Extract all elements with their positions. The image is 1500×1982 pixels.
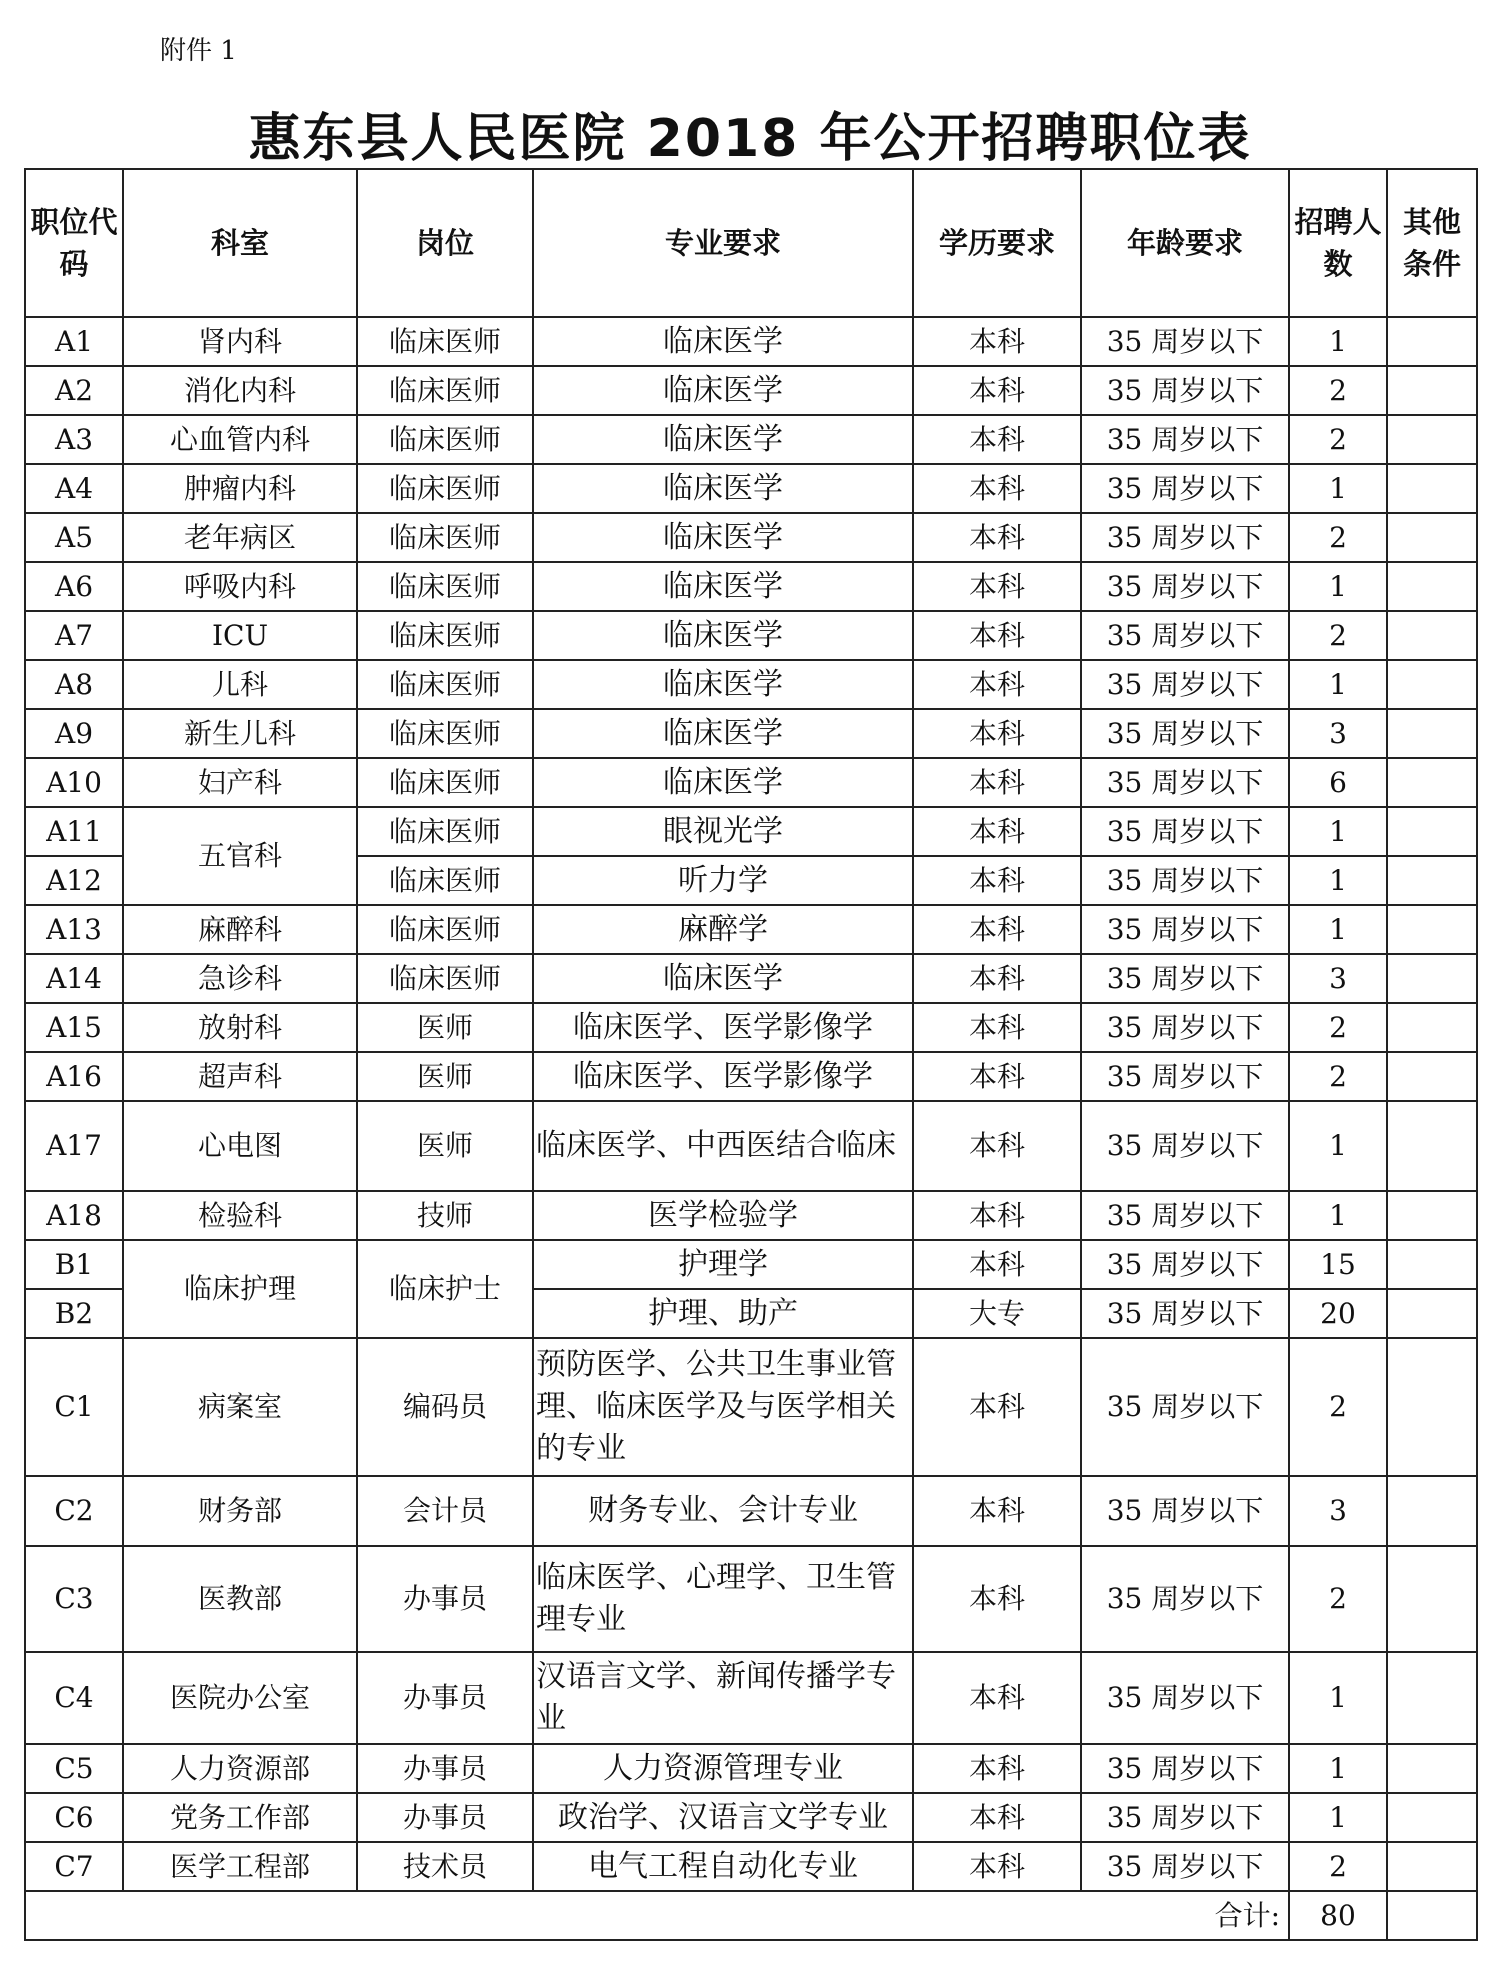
cell-dept: 心血管内科 [123,415,357,464]
cell-major: 临床医学、医学影像学 [533,1003,913,1052]
cell-other [1387,1240,1477,1289]
cell-post: 临床医师 [357,317,533,366]
cell-age: 35 周岁以下 [1081,1793,1289,1842]
table-row [25,1476,1477,1546]
cell-other [1387,856,1477,905]
recruitment-table [24,168,1478,1941]
cell-age: 35 周岁以下 [1081,1101,1289,1191]
table-body [25,317,1477,1891]
cell-post: 医师 [357,1101,533,1191]
table-row [25,366,1477,415]
cell-post: 临床医师 [357,856,533,905]
cell-age: 35 周岁以下 [1081,1652,1289,1744]
cell-code: B2 [25,1289,123,1338]
cell-major: 临床医学 [533,562,913,611]
cell-code: A16 [25,1052,123,1101]
cell-code: A8 [25,660,123,709]
cell-other [1387,1476,1477,1546]
table-row [25,660,1477,709]
header-post: 岗位 [357,169,533,317]
cell-major: 护理学 [533,1240,913,1289]
cell-post: 医师 [357,1052,533,1101]
table-row [25,758,1477,807]
cell-other [1387,415,1477,464]
cell-dept: 老年病区 [123,513,357,562]
cell-post: 临床医师 [357,513,533,562]
cell-edu: 本科 [913,1052,1081,1101]
cell-post: 临床医师 [357,611,533,660]
table-row [25,1842,1477,1891]
cell-major: 临床医学 [533,611,913,660]
cell-major: 临床医学 [533,660,913,709]
cell-edu: 本科 [913,1842,1081,1891]
cell-count: 2 [1289,611,1387,660]
cell-other [1387,1338,1477,1476]
cell-age: 35 周岁以下 [1081,366,1289,415]
cell-dept: 放射科 [123,1003,357,1052]
cell-age: 35 周岁以下 [1081,317,1289,366]
cell-age: 35 周岁以下 [1081,1289,1289,1338]
header-count: 招聘人数 [1289,169,1387,317]
cell-dept: 五官科 [123,807,357,905]
cell-edu: 大专 [913,1289,1081,1338]
cell-count: 15 [1289,1240,1387,1289]
cell-dept: ICU [123,611,357,660]
cell-other [1387,366,1477,415]
cell-age: 35 周岁以下 [1081,1338,1289,1476]
cell-age: 35 周岁以下 [1081,856,1289,905]
cell-code: B1 [25,1240,123,1289]
cell-edu: 本科 [913,1652,1081,1744]
cell-post: 临床医师 [357,415,533,464]
cell-age: 35 周岁以下 [1081,415,1289,464]
cell-age: 35 周岁以下 [1081,758,1289,807]
cell-other [1387,611,1477,660]
cell-count: 2 [1289,1338,1387,1476]
table-row [25,1546,1477,1652]
cell-age: 35 周岁以下 [1081,611,1289,660]
cell-edu: 本科 [913,856,1081,905]
cell-count: 2 [1289,1842,1387,1891]
cell-count: 1 [1289,905,1387,954]
cell-count: 3 [1289,954,1387,1003]
cell-count: 2 [1289,366,1387,415]
table-row [25,562,1477,611]
cell-code: C2 [25,1476,123,1546]
cell-major: 临床医学、心理学、卫生管理专业 [533,1546,913,1652]
cell-count: 2 [1289,1003,1387,1052]
table-row [25,1744,1477,1793]
header-dept: 科室 [123,169,357,317]
cell-count: 1 [1289,1793,1387,1842]
table-row [25,317,1477,366]
cell-major: 临床医学、医学影像学 [533,1052,913,1101]
cell-dept: 妇产科 [123,758,357,807]
cell-other [1387,1793,1477,1842]
cell-edu: 本科 [913,611,1081,660]
cell-post: 临床医师 [357,366,533,415]
cell-age: 35 周岁以下 [1081,709,1289,758]
cell-count: 1 [1289,464,1387,513]
cell-post: 编码员 [357,1338,533,1476]
cell-count: 1 [1289,660,1387,709]
cell-dept: 人力资源部 [123,1744,357,1793]
cell-major: 临床医学 [533,513,913,562]
cell-edu: 本科 [913,1191,1081,1240]
cell-post: 办事员 [357,1652,533,1744]
cell-major: 临床医学 [533,464,913,513]
cell-dept: 肿瘤内科 [123,464,357,513]
cell-major: 临床医学 [533,317,913,366]
cell-other [1387,807,1477,856]
cell-major: 麻醉学 [533,905,913,954]
cell-edu: 本科 [913,905,1081,954]
cell-code: A5 [25,513,123,562]
header-major: 专业要求 [533,169,913,317]
table-row [25,464,1477,513]
cell-dept: 肾内科 [123,317,357,366]
header-other: 其他条件 [1387,169,1477,317]
cell-post: 技师 [357,1191,533,1240]
table-row [25,1240,1477,1289]
cell-dept: 心电图 [123,1101,357,1191]
cell-age: 35 周岁以下 [1081,464,1289,513]
cell-dept: 财务部 [123,1476,357,1546]
cell-edu: 本科 [913,1003,1081,1052]
cell-post: 临床护士 [357,1240,533,1338]
cell-edu: 本科 [913,513,1081,562]
cell-major: 预防医学、公共卫生事业管理、临床医学及与医学相关的专业 [533,1338,913,1476]
cell-code: C1 [25,1338,123,1476]
cell-other [1387,709,1477,758]
cell-other [1387,660,1477,709]
cell-age: 35 周岁以下 [1081,513,1289,562]
cell-dept: 党务工作部 [123,1793,357,1842]
cell-other [1387,317,1477,366]
table-row [25,415,1477,464]
table-row [25,513,1477,562]
total-count: 80 [1289,1891,1387,1940]
cell-major: 听力学 [533,856,913,905]
cell-code: A11 [25,807,123,856]
cell-post: 临床医师 [357,905,533,954]
attachment-label: 附件 1 [160,36,237,66]
table-row [25,905,1477,954]
cell-edu: 本科 [913,1793,1081,1842]
cell-dept: 消化内科 [123,366,357,415]
cell-edu: 本科 [913,1546,1081,1652]
cell-edu: 本科 [913,1476,1081,1546]
cell-dept: 超声科 [123,1052,357,1101]
cell-edu: 本科 [913,709,1081,758]
cell-edu: 本科 [913,415,1081,464]
table-row [25,1338,1477,1476]
cell-other [1387,1842,1477,1891]
cell-dept: 呼吸内科 [123,562,357,611]
cell-age: 35 周岁以下 [1081,562,1289,611]
cell-edu: 本科 [913,317,1081,366]
cell-major: 政治学、汉语言文学专业 [533,1793,913,1842]
cell-age: 35 周岁以下 [1081,1240,1289,1289]
cell-post: 会计员 [357,1476,533,1546]
cell-code: A3 [25,415,123,464]
cell-code: A4 [25,464,123,513]
cell-code: A17 [25,1101,123,1191]
table-row [25,807,1477,856]
cell-code: A12 [25,856,123,905]
cell-age: 35 周岁以下 [1081,1842,1289,1891]
cell-dept: 新生儿科 [123,709,357,758]
cell-code: C3 [25,1546,123,1652]
cell-other [1387,1052,1477,1101]
cell-age: 35 周岁以下 [1081,1744,1289,1793]
cell-code: A6 [25,562,123,611]
cell-count: 2 [1289,415,1387,464]
cell-age: 35 周岁以下 [1081,660,1289,709]
cell-major: 医学检验学 [533,1191,913,1240]
cell-other [1387,954,1477,1003]
cell-major: 电气工程自动化专业 [533,1842,913,1891]
cell-count: 6 [1289,758,1387,807]
cell-post: 办事员 [357,1744,533,1793]
cell-other [1387,1546,1477,1652]
cell-other [1387,513,1477,562]
cell-major: 人力资源管理专业 [533,1744,913,1793]
cell-major: 汉语言文学、新闻传播学专业 [533,1652,913,1744]
cell-dept: 医院办公室 [123,1652,357,1744]
cell-count: 2 [1289,1052,1387,1101]
cell-count: 1 [1289,1744,1387,1793]
table-row [25,1101,1477,1191]
cell-dept: 医教部 [123,1546,357,1652]
cell-major: 临床医学 [533,415,913,464]
table-row [25,1052,1477,1101]
cell-major: 临床医学 [533,709,913,758]
page-title: 惠东县人民医院 2018 年公开招聘职位表 [248,109,1252,169]
cell-code: A7 [25,611,123,660]
cell-code: A9 [25,709,123,758]
cell-post: 技术员 [357,1842,533,1891]
cell-count: 1 [1289,807,1387,856]
cell-dept: 医学工程部 [123,1842,357,1891]
cell-count: 1 [1289,1191,1387,1240]
cell-post: 办事员 [357,1546,533,1652]
cell-age: 35 周岁以下 [1081,1546,1289,1652]
cell-count: 1 [1289,317,1387,366]
cell-count: 1 [1289,1652,1387,1744]
cell-major: 临床医学 [533,758,913,807]
cell-post: 临床医师 [357,758,533,807]
cell-other [1387,1101,1477,1191]
cell-other [1387,1003,1477,1052]
cell-dept: 临床护理 [123,1240,357,1338]
cell-post: 临床医师 [357,807,533,856]
cell-count: 2 [1289,513,1387,562]
cell-edu: 本科 [913,366,1081,415]
cell-major: 眼视光学 [533,807,913,856]
table-row [25,1793,1477,1842]
cell-dept: 检验科 [123,1191,357,1240]
cell-count: 1 [1289,562,1387,611]
cell-major: 临床医学、中西医结合临床 [533,1101,913,1191]
total-other [1387,1891,1477,1940]
cell-age: 35 周岁以下 [1081,1052,1289,1101]
cell-dept: 儿科 [123,660,357,709]
cell-code: A10 [25,758,123,807]
cell-count: 1 [1289,1101,1387,1191]
cell-post: 临床医师 [357,709,533,758]
cell-other [1387,758,1477,807]
cell-edu: 本科 [913,1240,1081,1289]
cell-post: 临床医师 [357,660,533,709]
cell-major: 护理、助产 [533,1289,913,1338]
table-row [25,1191,1477,1240]
cell-code: C5 [25,1744,123,1793]
cell-count: 1 [1289,856,1387,905]
cell-count: 3 [1289,1476,1387,1546]
cell-edu: 本科 [913,1744,1081,1793]
cell-age: 35 周岁以下 [1081,1003,1289,1052]
header-edu: 学历要求 [913,169,1081,317]
header-code: 职位代码 [25,169,123,317]
cell-post: 临床医师 [357,464,533,513]
cell-count: 2 [1289,1546,1387,1652]
cell-post: 临床医师 [357,954,533,1003]
cell-other [1387,905,1477,954]
cell-edu: 本科 [913,1101,1081,1191]
cell-other [1387,1744,1477,1793]
table-row [25,954,1477,1003]
total-row [25,1891,1477,1940]
cell-dept: 急诊科 [123,954,357,1003]
cell-other [1387,1191,1477,1240]
table-row [25,1652,1477,1744]
cell-age: 35 周岁以下 [1081,1476,1289,1546]
cell-edu: 本科 [913,954,1081,1003]
table-row [25,1003,1477,1052]
cell-edu: 本科 [913,1338,1081,1476]
cell-code: A2 [25,366,123,415]
cell-edu: 本科 [913,562,1081,611]
cell-edu: 本科 [913,660,1081,709]
cell-age: 35 周岁以下 [1081,807,1289,856]
cell-code: C6 [25,1793,123,1842]
cell-dept: 病案室 [123,1338,357,1476]
cell-code: A15 [25,1003,123,1052]
cell-other [1387,562,1477,611]
cell-age: 35 周岁以下 [1081,1191,1289,1240]
cell-other [1387,464,1477,513]
cell-edu: 本科 [913,464,1081,513]
cell-code: C7 [25,1842,123,1891]
cell-post: 医师 [357,1003,533,1052]
cell-major: 临床医学 [533,954,913,1003]
cell-code: A14 [25,954,123,1003]
cell-age: 35 周岁以下 [1081,905,1289,954]
cell-code: C4 [25,1652,123,1744]
table-row [25,709,1477,758]
cell-code: A18 [25,1191,123,1240]
cell-code: A13 [25,905,123,954]
cell-dept: 麻醉科 [123,905,357,954]
header-age: 年龄要求 [1081,169,1289,317]
cell-major: 临床医学 [533,366,913,415]
cell-code: A1 [25,317,123,366]
cell-count: 3 [1289,709,1387,758]
cell-other [1387,1652,1477,1744]
cell-edu: 本科 [913,807,1081,856]
cell-post: 办事员 [357,1793,533,1842]
cell-other [1387,1289,1477,1338]
total-label: 合计: [25,1891,1289,1940]
cell-edu: 本科 [913,758,1081,807]
cell-count: 20 [1289,1289,1387,1338]
cell-age: 35 周岁以下 [1081,954,1289,1003]
cell-major: 财务专业、会计专业 [533,1476,913,1546]
table-row [25,611,1477,660]
cell-post: 临床医师 [357,562,533,611]
header-row [25,169,1477,317]
